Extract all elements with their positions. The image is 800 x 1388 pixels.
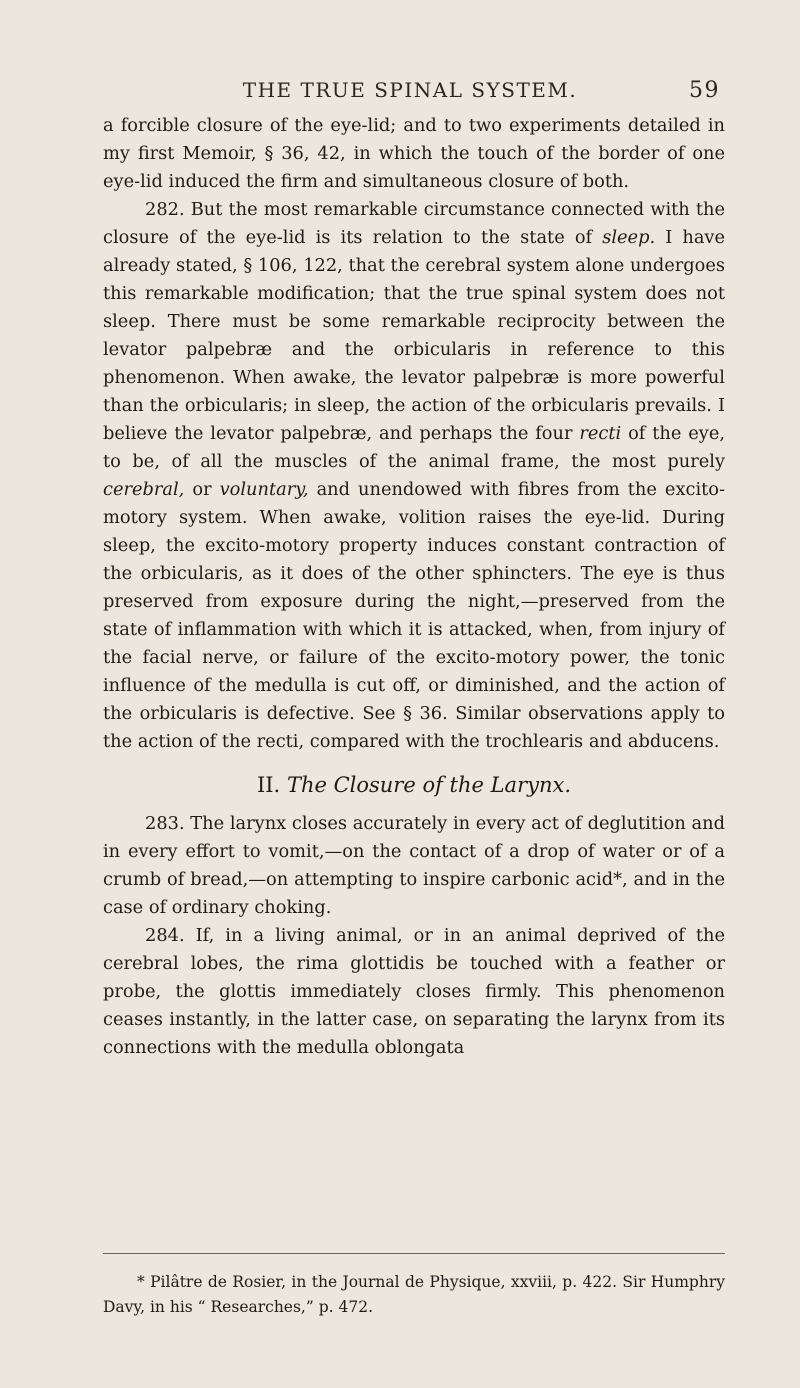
body-text [103,112,725,1062]
emphasis-recti: recti [579,423,622,444]
paragraph-number: 282. [145,199,185,220]
paragraph-text: I have already stated, § 106, 122, that the cerebral system alone undergoes this remarkable modification; that the true spinal system does not sleep. There must be some remarkable reciprocity between the levator palpebræ and the orbicularis in reference to this phenomenon. When awake, the levator palpebræ is more powerful than the orbicularis; in sleep, the action of the orbicularis prevails. I believe the levator palpebræ, and perhaps the four [103,227,725,444]
footnote [103,1270,725,1320]
paragraph-text: or [192,479,212,500]
emphasis-sleep: sleep. [602,227,656,248]
footnote-divider [103,1253,725,1254]
paragraph-text: of the eye, to be, of all the muscles of the animal frame, the most purely [103,423,725,472]
running-header [110,78,720,103]
page-number: 59 [689,78,720,103]
paragraph-continued: a forcible closure of the eye-lid; and to two experiments detailed in my first Memoir, § 36, 42, in which the touch of the border of one eye-lid induced the firm and simultaneous closure of both. [103,115,725,192]
section-number: II. [256,773,281,797]
paragraph-text: But the most remarkable circumstance connected with the closure of the eye-lid is its relation to the state of [103,199,725,248]
section-heading [103,770,725,800]
paragraph-284: 284. If, in a living animal, or in an animal deprived of the cerebral lobes, the rima glottidis be touched with a feather or probe, the glottis immediately closes firmly. This phenomenon ceases instantly, in the latter case, on separating the larynx from its connections with the medulla oblongata [103,925,725,1058]
paragraph-282 [103,196,725,756]
footnote-text: * Pilâtre de Rosier, in the Journal de Physique, xxviii, p. 422. Sir Humphry Davy, in his “ Researches,” p. 472. [103,1273,725,1316]
paragraph-283: 283. The larynx closes accurately in every act of deglutition and in every effort to vomit,—on the contact of a drop of water or of a crumb of bread,—on attempting to inspire carbonic acid*, and in the case of ordinary choking. [103,813,725,918]
section-title: The Closure of the Larynx. [286,773,572,797]
emphasis-cerebral: cerebral, [103,479,185,500]
emphasis-voluntary: voluntary, [219,479,309,500]
paragraph-text: and unendowed with fibres from the excito-motory system. When awake, volition raises the eye-lid. During sleep, the excito-motory property induces constant contraction of the orbicularis, as it does of the other sphincters. The eye is thus preserved from exposure during the night,—preserved from the state of inflammation with which it is attacked, when, from injury of the facial nerve, or failure of the excito-motory power, the tonic influence of the medulla is cut off, or diminished, and the action of the orbicularis is defective. See § 36. Similar observations apply to the action of the recti, compared with the trochlearis and abducens. [103,479,725,752]
running-title: THE TRUE SPINAL SYSTEM. [242,78,578,102]
